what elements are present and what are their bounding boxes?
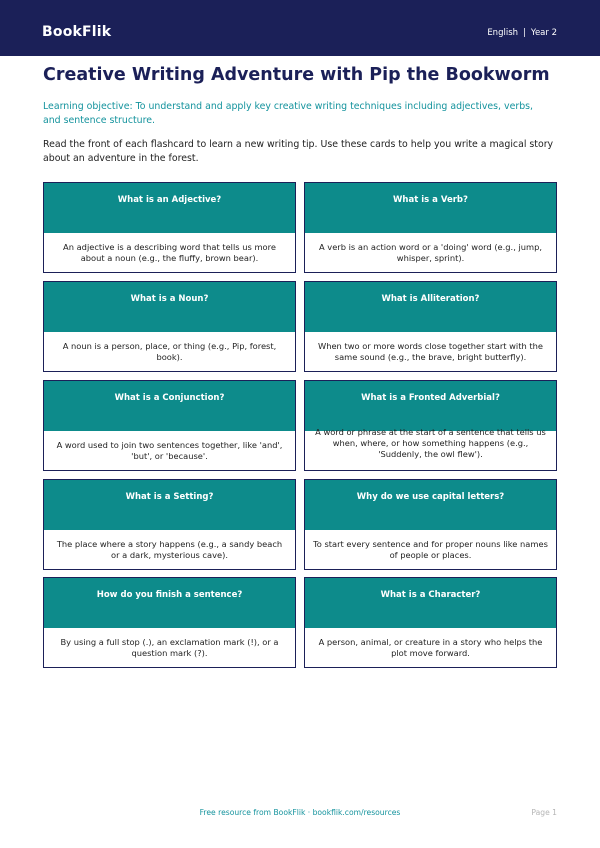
card-back-text: When two or more words close together start with the same sound (e.g., the brave, bright butterfly). [317,341,543,362]
card-back [305,332,556,372]
flashcard [43,380,296,471]
card-back [305,628,556,668]
flashcard [304,479,557,570]
card-front: Why do we use capital letters? [305,480,556,530]
card-front: What is Alliteration? [305,282,556,332]
flashcard [43,281,296,372]
card-back [44,530,295,570]
card-front: What is a Verb? [305,183,556,233]
card-back-text: A noun is a person, place, or thing (e.g., Pip, forest, book). [62,341,277,362]
subject-year [487,28,557,38]
flashcard [304,380,557,471]
card-back [305,530,556,570]
flashcard [43,479,296,570]
meta-separator: | [523,28,526,38]
card-front: What is an Adjective? [44,183,295,233]
card-back-text: A verb is an action word or a 'doing' word (e.g., jump, whisper, sprint). [318,242,543,263]
card-back-text: A word used to join two sentences together, like 'and', 'but', or 'because'. [56,440,283,461]
footer-credit[interactable]: Free resource from BookFlik · bookflik.com/resources [199,808,401,817]
card-back-text: An adjective is a describing word that tells us more about a noun (e.g., the fluffy, brown bear). [63,242,276,263]
top-header [0,0,600,56]
card-back [44,628,295,668]
year-label: Year 2 [530,28,557,38]
flashcard [304,281,557,372]
page-title: Creative Writing Adventure with Pip the Bookworm [43,65,550,85]
learning-objective: Learning objective: To understand and apply key creative writing techniques including adjectives, verbs, and sentence structure. [43,101,534,126]
card-front: What is a Setting? [44,480,295,530]
card-front: How do you finish a sentence? [44,578,295,628]
card-front: What is a Character? [305,578,556,628]
card-back [44,332,295,372]
intro-text: Read the front of each flashcard to learn a new writing tip. Use these cards to help you write a magical story about an adventure in the forest. [43,139,554,164]
card-back-text: A person, animal, or creature in a story who helps the plot move forward. [318,637,543,658]
card-back-text: To start every sentence and for proper nouns like names of people or places. [313,539,548,560]
card-back-text: A word or phrase at the start of a sentence that tells us when, where, or how something happens (e.g., 'Suddenly, the owl flew'). [315,427,546,459]
card-front: What is a Noun? [44,282,295,332]
page-number: Page 1 [531,808,557,817]
brand-logo[interactable]: BookFlik [42,24,112,40]
flashcard [304,577,557,668]
flashcard [43,577,296,668]
card-front: What is a Conjunction? [44,381,295,431]
card-front: What is a Fronted Adverbial? [305,381,556,431]
card-back [44,431,295,471]
flashcard [43,182,296,273]
card-back [305,233,556,273]
card-back [305,427,556,471]
card-back-text: By using a full stop (.), an exclamation mark (!), or a question mark (?). [60,637,279,658]
subject-label: English [487,28,519,38]
card-back-text: The place where a story happens (e.g., a sandy beach or a dark, mysterious cave). [56,539,283,560]
flashcard [304,182,557,273]
card-back [44,233,295,273]
